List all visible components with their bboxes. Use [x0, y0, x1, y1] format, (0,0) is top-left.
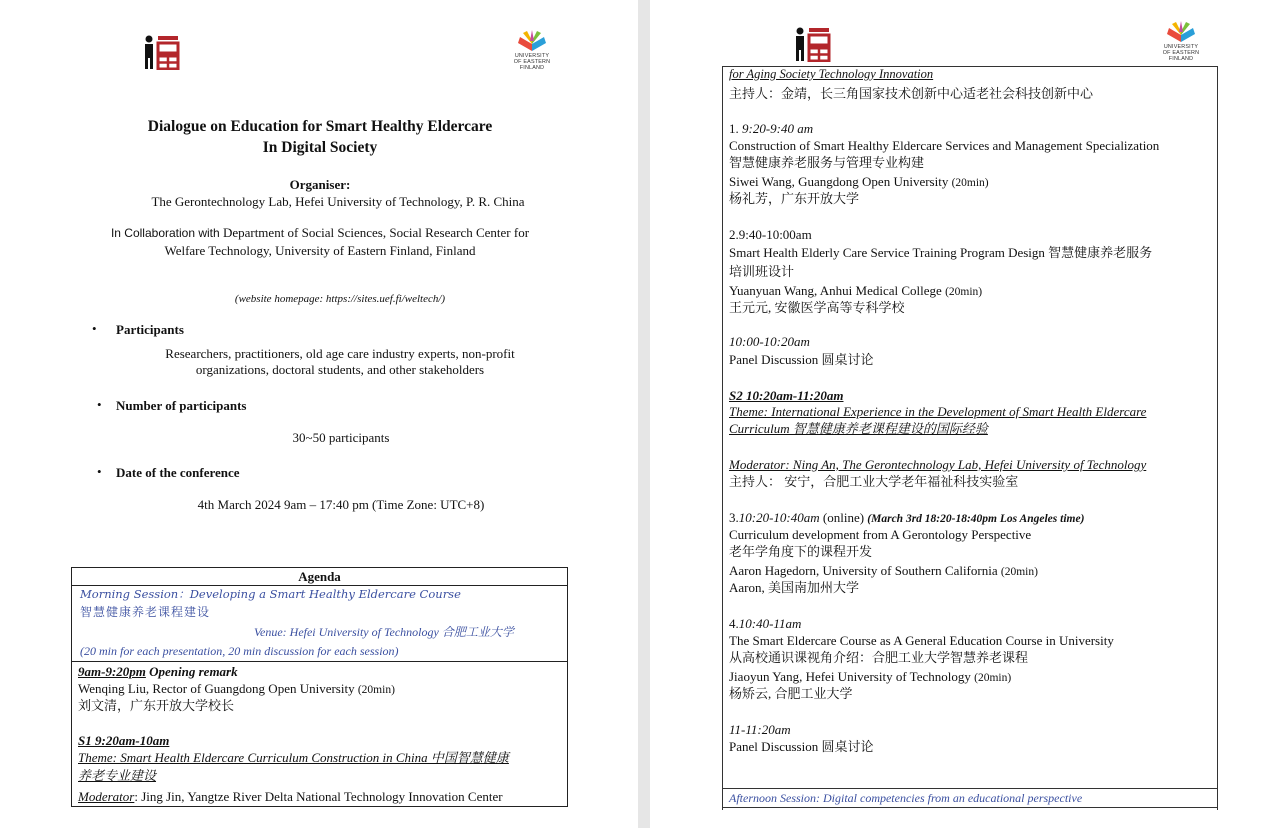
s2-theme-line-1: Theme: International Experience in the Development of Smart Health Eldercare [729, 404, 1147, 419]
talk-1-title-cn: 智慧健康养老服务与管理专业构建 [729, 155, 925, 170]
s2-moderator: Moderator: Ning An, The Gerontechnology Lab, Hefei University of Technology [729, 457, 1147, 472]
talk-3-speaker-cn: Aaron, 美国南加州大学 [729, 580, 859, 595]
moderator-continued: for Aging Society Technology Innovation [729, 67, 934, 81]
s1-heading: S1 9:20am-10am [78, 733, 170, 748]
collaboration-line-1: In Collaboration with Department of Social Sciences, Social Research Center for [110, 225, 530, 240]
s1-moderator: Moderator: Jing Jin, Yangtze River Delta National Technology Innovation Center [78, 789, 503, 804]
uef-logo-text-3: FINLAND [1168, 56, 1194, 62]
uef-book-icon [515, 29, 549, 53]
s2-heading: S2 10:20am-11:20am [729, 388, 844, 403]
presentation-note: (20 min for each presentation, 20 min discussion for each session) [80, 644, 399, 658]
uef-logo [1156, 20, 1206, 64]
doc-title-line-2: In Digital Society [262, 139, 378, 156]
morning-session: Morning Session：Developing a Smart Healthy Eldercare Course [80, 587, 461, 601]
date-label: Date of the conference [116, 465, 240, 480]
talk-4-title: The Smart Eldercare Course as A General Education Course in University [729, 633, 1114, 648]
bullet-icon: • [97, 397, 102, 412]
agenda-divider [72, 661, 567, 662]
number-value: 30~50 participants [292, 430, 390, 445]
agenda-header: Agenda [72, 568, 567, 586]
uef-logo [507, 29, 557, 73]
opening-remark: 9am-9:20pm Opening remark [78, 664, 238, 679]
opening-speaker: Wenqing Liu, Rector of Guangdong Open University (20min) [78, 681, 395, 696]
talk-1-speaker-cn: 杨礼芳，广东开放大学 [729, 191, 860, 206]
panel-2-time: 11-11:20am [729, 722, 791, 737]
talk-2-speaker-cn: 王元元, 安徽医学高等专科学校 [729, 300, 905, 315]
talk-3-time: 3.10:20-10:40am (online) (March 3rd 18:20-18:40pm Los Angeles time) [729, 510, 1085, 525]
panel-1-label: Panel Discussion 圆桌讨论 [729, 352, 874, 367]
opening-speaker-cn: 刘文清，广东开放大学校长 [78, 698, 235, 713]
talk-3-title-cn: 老年学角度下的课程开发 [729, 544, 873, 559]
number-label: Number of participants [116, 398, 247, 413]
venue: Venue: Hefei University of Technology 合肥工业大学 [254, 625, 514, 639]
talk-1-speaker: Siwei Wang, Guangdong Open University (20min) [729, 174, 989, 189]
uef-book-icon [1164, 20, 1198, 44]
fu-logo-icon [142, 34, 180, 70]
panel-1-time: 10:00-10:20am [729, 334, 810, 349]
talk-4-speaker-cn: 杨矫云, 合肥工业大学 [729, 686, 853, 701]
panel-2-label: Panel Discussion 圆桌讨论 [729, 739, 874, 754]
uef-logo-text-3: FINLAND [519, 65, 545, 71]
host-cn: 主持人：金靖，长三角国家技术创新中心适老社会科技创新中心 [729, 86, 1094, 101]
website-link[interactable]: (website homepage: https://sites.uef.fi/weltech/) [234, 293, 446, 305]
talk-4-time: 4.10:40-11am [729, 616, 802, 631]
uef-logo-text-1: UNIVERSITY [1163, 44, 1199, 50]
talk-4-speaker: Jiaoyun Yang, Hefei University of Technology (20min) [729, 669, 1012, 684]
date-value: 4th March 2024 9am – 17:40 pm (Time Zone: UTC+8) [197, 497, 485, 512]
talk-2-title-line-1: Smart Health Elderly Care Service Training Program Design 智慧健康养老服务 [729, 245, 1153, 260]
organiser-text: The Gerontechnology Lab, Hefei University of Technology, P. R. China [151, 194, 525, 209]
s2-theme-line-2: Curriculum 智慧健康养老课程建设的国际经验 [729, 421, 988, 436]
s1-theme-line-1: Theme: Smart Health Eldercare Curriculum Construction in China 中国智慧健康 [78, 750, 509, 765]
fu-logo-icon [793, 26, 831, 62]
participants-label: Participants [116, 322, 184, 337]
talk-1-title: Construction of Smart Healthy Eldercare Services and Management Specialization [729, 138, 1160, 153]
participants-line-2: organizations, doctoral students, and other stakeholders [195, 362, 485, 377]
organiser-label: Organiser: [289, 177, 351, 192]
afternoon-session-row [722, 788, 1218, 808]
agenda-table [71, 567, 568, 807]
agenda-continued-table [722, 66, 1218, 810]
talk-4-title-cn: 从高校通识课视角介绍：合肥工业大学智慧养老课程 [729, 650, 1029, 665]
participants-line-1: Researchers, practitioners, old age care industry experts, non-profit [165, 346, 515, 361]
talk-2-speaker: Yuanyuan Wang, Anhui Medical College (20min) [729, 283, 983, 298]
talk-2-title-line-2: 培训班设计 [729, 264, 795, 279]
s2-host-cn: 主持人： 安宁，合肥工业大学老年福祉科技实验室 [729, 474, 1019, 489]
morning-session-cn: 智慧健康养老课程建设 [80, 605, 211, 619]
bullet-icon: • [97, 464, 102, 479]
uef-logo-text-1: UNIVERSITY [514, 53, 550, 59]
talk-1-time: 1. 9:20-9:40 am [729, 121, 814, 136]
talk-3-title: Curriculum development from A Gerontology Perspective [729, 527, 1032, 542]
collaboration-line-2: Welfare Technology, University of Eastern Finland, Finland [164, 243, 476, 258]
uef-logo-text-2: OF EASTERN [513, 59, 551, 65]
afternoon-session: Afternoon Session: Digital competencies from an educational perspective [729, 791, 1083, 805]
talk-3-speaker: Aaron Hagedorn, University of Southern California (20min) [729, 563, 1038, 578]
uef-logo-text-2: OF EASTERN [1162, 50, 1200, 56]
s1-theme-line-2: 养老专业建设 [78, 768, 157, 783]
doc-title-line-1: Dialogue on Education for Smart Healthy Eldercare [147, 118, 493, 135]
talk-2-time: 2.9:40-10:00am [729, 227, 812, 242]
bullet-icon: • [92, 321, 97, 336]
